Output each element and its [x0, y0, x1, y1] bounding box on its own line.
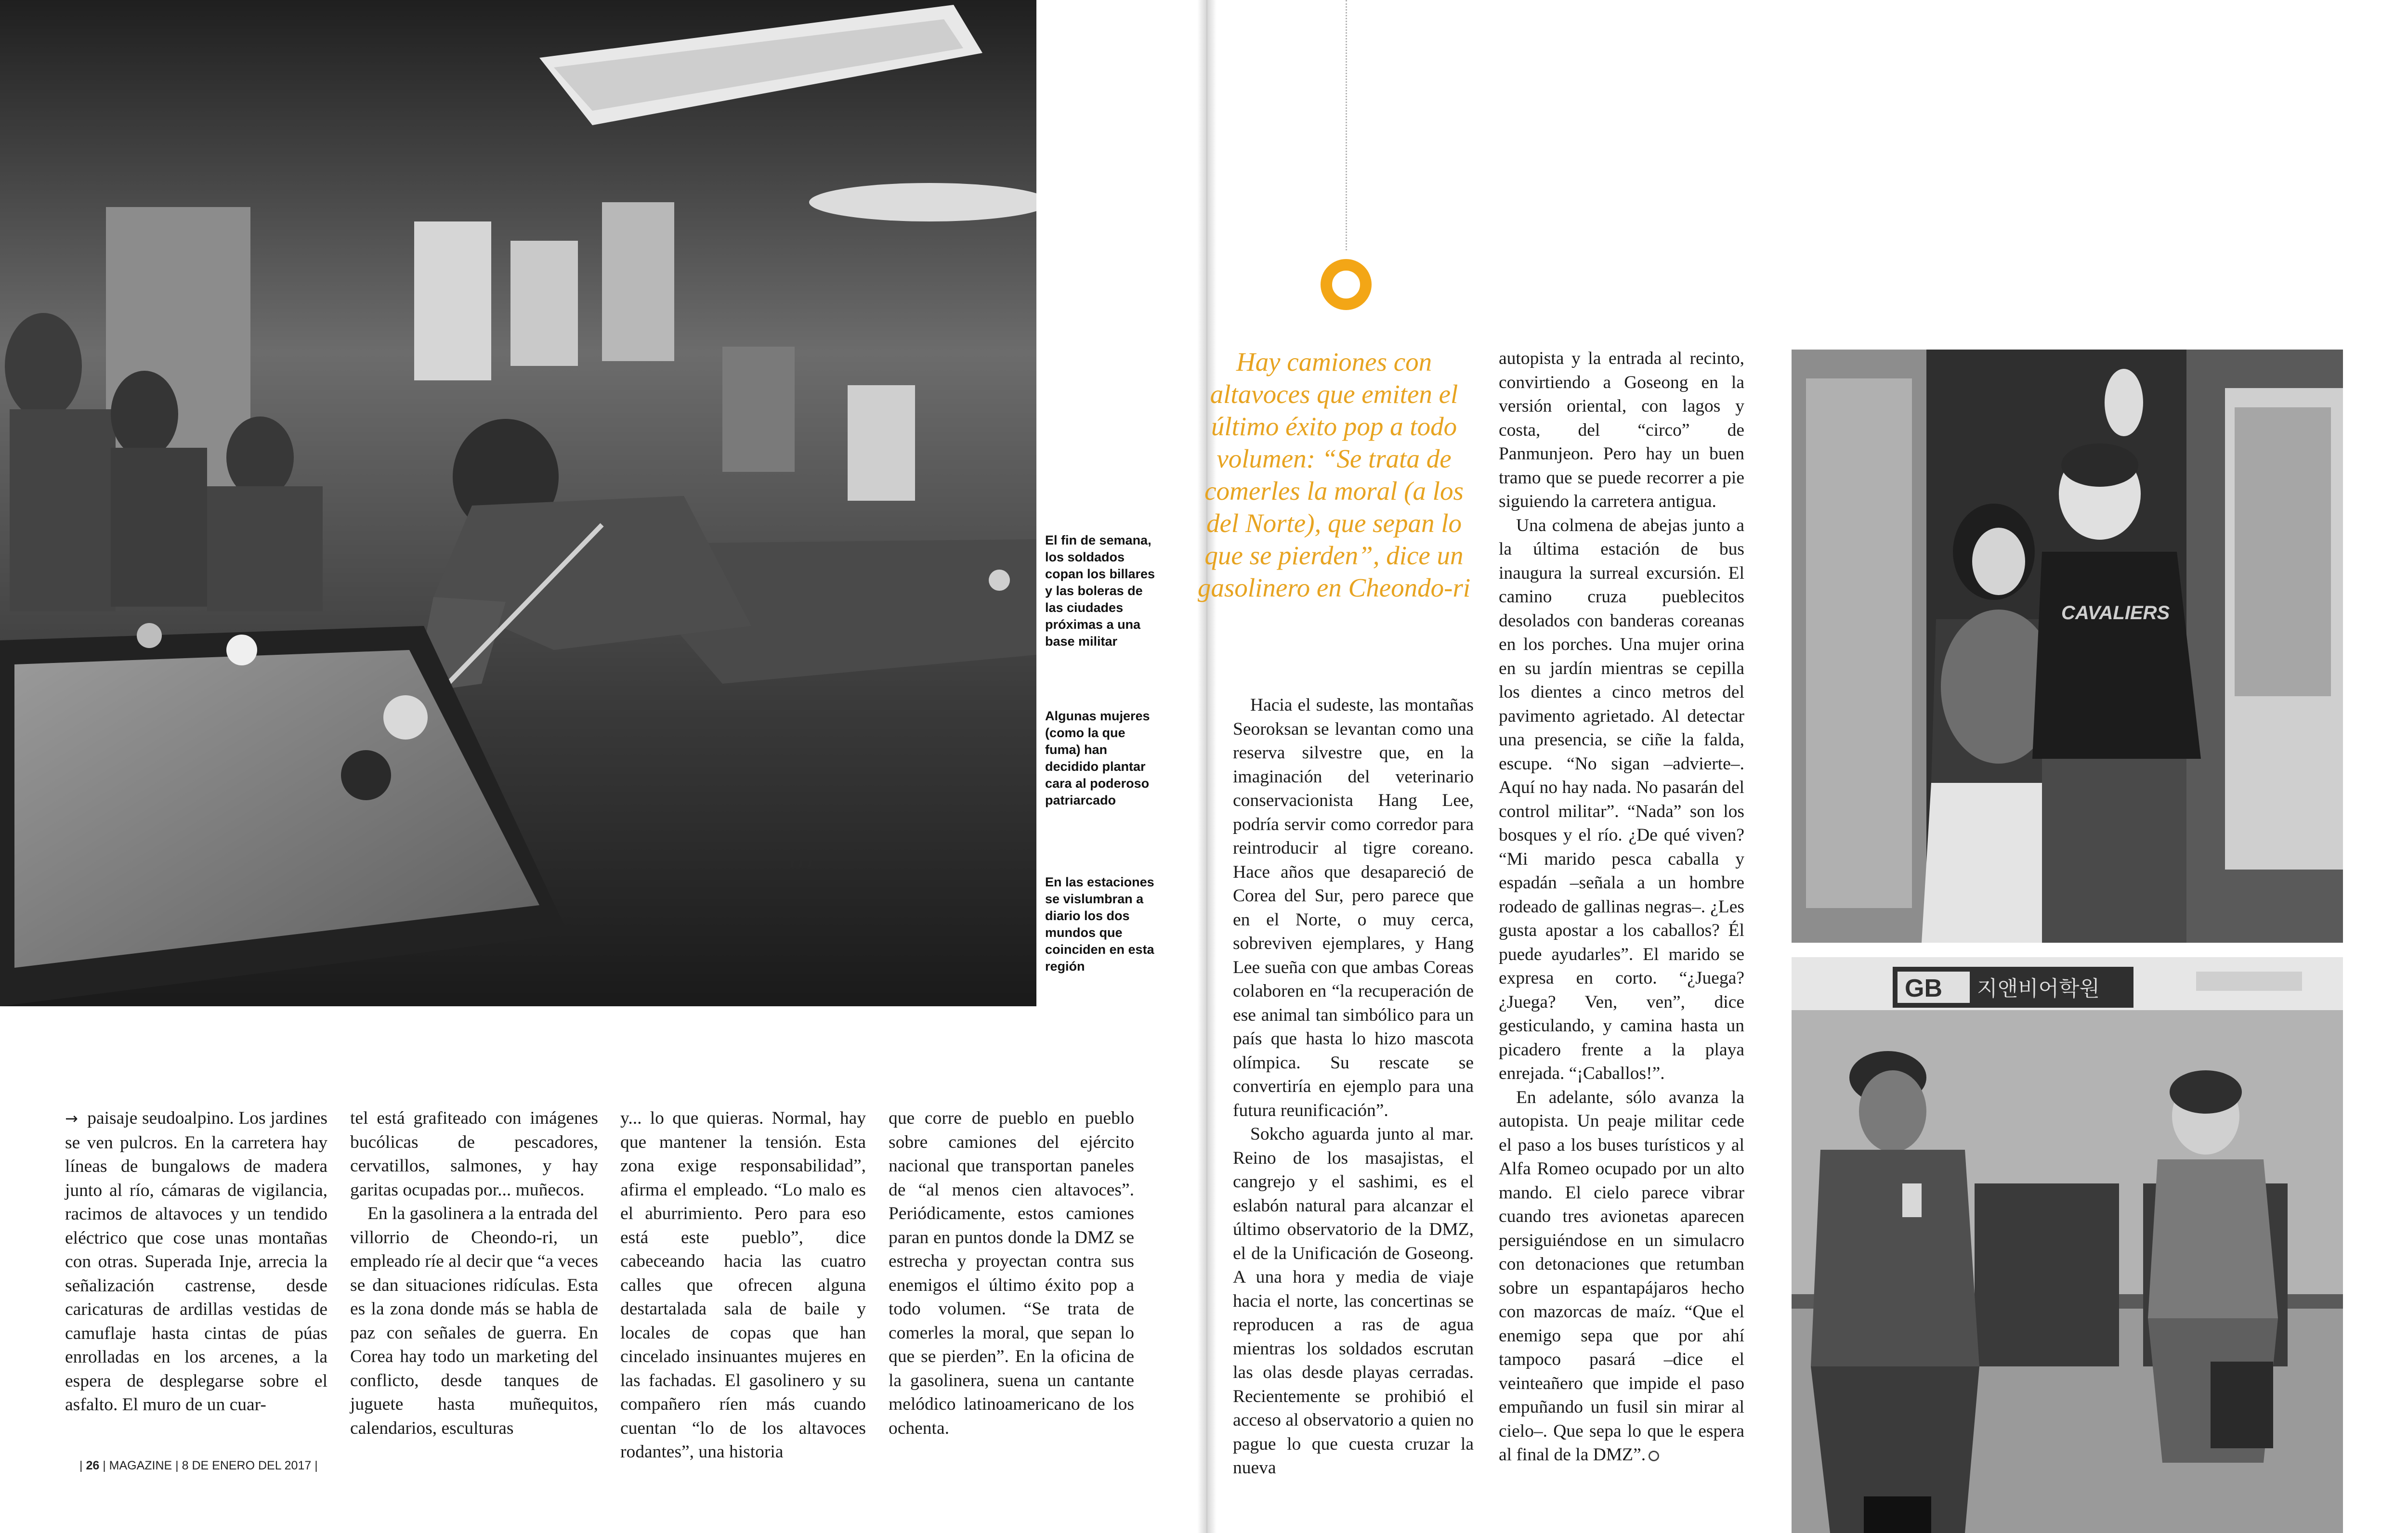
couple-photo	[1792, 350, 2343, 943]
paragraph: Hacia el sudeste, las montañas Seoroksan se levantan como una reserva silvestre que, en la imaginación del veterinario conservacionista Hang Lee, podría servir como corredor para reintroducir al tigre coreano. Hace años que desapareció de Corea del Sur, pero parece que en el Norte, o muy cerca, sobreviven ejemplares, y Hang Lee sueña con que ambas Coreas colaboren en “la recuperación de ese animal tan simbólico para un país que hasta lo hizo mascota olímpica. Su rescate se convertiría en ejemplo para una futura reunificación”.	[1233, 695, 1474, 1120]
paragraph: que corre de pueblo en pueblo sobre camiones del ejército nacional que transportan paneles de “al menos cien altavoces”. Periódicamente, estos camiones paran en puntos donde la DMZ se estrecha y proyectan contra sus enemigos el último éxito pop a todo volumen. “Se trata de comerles la moral, que sepan lo que se pierden”. En la oficina de la gasolinera, suena un cantante melódico latinoamericano de los ochenta.	[889, 1108, 1134, 1438]
paragraph: paisaje seudoalpino. Los jardines se ven pulcros. En la carretera hay líneas de bungalows de madera junto al río, cámaras de vigilancia, racimos de altavoces y un tendido eléctrico que cose unas montañas con otras. Superada Inje, arrecia la señalización castrense, desde caricaturas de ardillas vestidas de camuflaje hasta cintas de púas enrolladas en los arcenes, a la espera de desplegarse sobre el asfalto. El muro de un cuar-	[65, 1108, 327, 1415]
paragraph: y... lo que quieras. Normal, hay que mantener la tensión. Esta zona exige responsabilidad”, afirma el empleado. “Lo malo es el aburrimiento. Pero para eso está este pueblo”, dice cabeceando hacia las cuatro calles que ofrecen alguna destartalada sala de baile y locales de copas que han cincelado insinuantes mujeres en las fachadas. El gasolinero y su compañero ríen más cuando cuentan “lo de los altavoces rodantes”, una historia	[620, 1108, 866, 1462]
photo-caption-women: Algunas mujeres (como la que fuma) han decidido plantar cara al poderoso patriarcado	[1045, 709, 1150, 807]
circle-ornament-icon	[1321, 259, 1372, 310]
issue-date: 8 DE ENERO DEL 2017	[182, 1459, 312, 1472]
photo-caption-stations: En las estaciones se vislumbran a diario los dos mundos que coinciden en esta región	[1045, 875, 1154, 974]
left-column-2	[350, 1106, 598, 1440]
right-column-2	[1499, 347, 1744, 1467]
svg-text:m: m	[790, 841, 814, 873]
billiards-photo	[0, 0, 1036, 1006]
dotted-rule	[1346, 0, 1347, 250]
paragraph: autopista y la entrada al recinto, convirtiendo a Goseong en la versión oriental, con lagos y costa, del “circo” de Panmunjeon. Pero hay un buen tramo que se puede recorrer a pie siguiendo la carretera antigua.	[1499, 349, 1744, 511]
paragraph: Una colmena de abejas junto a la última estación de bus inaugura la surreal excursión. El camino cruza pueblecitos desolados con banderas coreanas en los porches. Una mujer orina en su jardín mientras se cepilla los dientes a cinco metros del pavimento agrietado. Al detectar una presencia, se ciñe la falda, escupe. “No sigan –advierte–. Aquí no hay nada. No pasarán del control militar”. “Nada” son los bosques y el río. ¿De qué viven? “Mi marido pesca caballa y espadán –señala a un hombre rodeado de gallinas negras–. ¿Les gusta apostar a los caballos? Él puede ayudarles”. El marido se expresa en corto. “¿Juega? ¿Juega? Ven, ven”, dice gesticulando, y camina hasta un picadero frente a la playa enrejada. “¡Caballos!”.	[1499, 515, 1744, 1083]
photo-caption-weekend: El fin de semana, los soldados copan los billares y las boleras de las ciudades próximas a una base militar	[1045, 533, 1155, 649]
left-column-1	[65, 1106, 327, 1417]
right-column-1	[1233, 693, 1474, 1480]
page-folio: | 26 | MAGAZINE | 8 DE ENERO DEL 2017 |	[79, 1459, 318, 1472]
left-column-3	[620, 1106, 866, 1464]
page-number: 26	[86, 1459, 100, 1472]
paragraph: tel está grafiteado con imágenes bucólicas de pescadores, cervatillos, salmones, y hay garitas ocupadas por... muñecos.	[350, 1108, 598, 1200]
paragraph: En la gasolinera a la entrada del villorrio de Cheondo-ri, un empleado ríe al decir que “a veces se dan situaciones ridículas. Esta es la zona donde más se habla de paz con señales de guerra. En Corea hay todo un marketing del conflicto, desde tanques de juguete hasta muñequitos, calendarios, esculturas	[350, 1204, 598, 1438]
left-column-4	[889, 1106, 1134, 1440]
shop-sign-brand: GB	[1905, 974, 1942, 1002]
paragraph: En adelante, sólo avanza la autopista. Un peaje militar cede el paso a los buses turísticos y al Alfa Romeo ocupado por un alto mando. El cielo parece vibrar cuando tres avionetas aparecen persiguiéndose en un simulacro con detonaciones que retumban sobre un espantapájaros hecho con mazorcas de maíz. “Que el enemigo sepa que por ahí tampoco pasará –dice el veinteañero que impide el paso empuñando un fusil sin mirar al cielo–. Que sepa lo que le espera al final de la DMZ”.	[1499, 1087, 1744, 1465]
magazine-name: MAGAZINE	[109, 1459, 172, 1472]
shop-sign-korean: 지앤비어학원	[1977, 976, 2100, 1001]
paragraph: Sokcho aguarda junto al mar. Reino de los masajistas, el cangrejo y el sashimi, es el eslabón natural para alcanzar el último observatorio de la DMZ, el de la Unificación de Goseong. A una hora y media de viaje hacia el norte, las concertinas se reproducen a ras de agua mientras los soldados escrutan las olas desde playas cerradas. Recientemente se prohibió el acceso al observatorio a quien no pague lo que cuesta cruzar la nueva	[1233, 1124, 1474, 1478]
end-mark-icon	[1649, 1451, 1659, 1461]
jersey-text: CAVALIERS	[2061, 602, 2170, 624]
page-gutter	[1197, 0, 1217, 1533]
continue-arrow-icon: →	[65, 1109, 78, 1128]
waiting-room-photo	[1792, 957, 2343, 1533]
pull-quote: Hay camiones con altavoces que emiten el último éxito pop a todo volumen: “Se trata de comerles la moral (a los del Norte), que sepan lo que se pierden”, dice un gasolinero en Cheondo-ri	[1197, 347, 1471, 602]
